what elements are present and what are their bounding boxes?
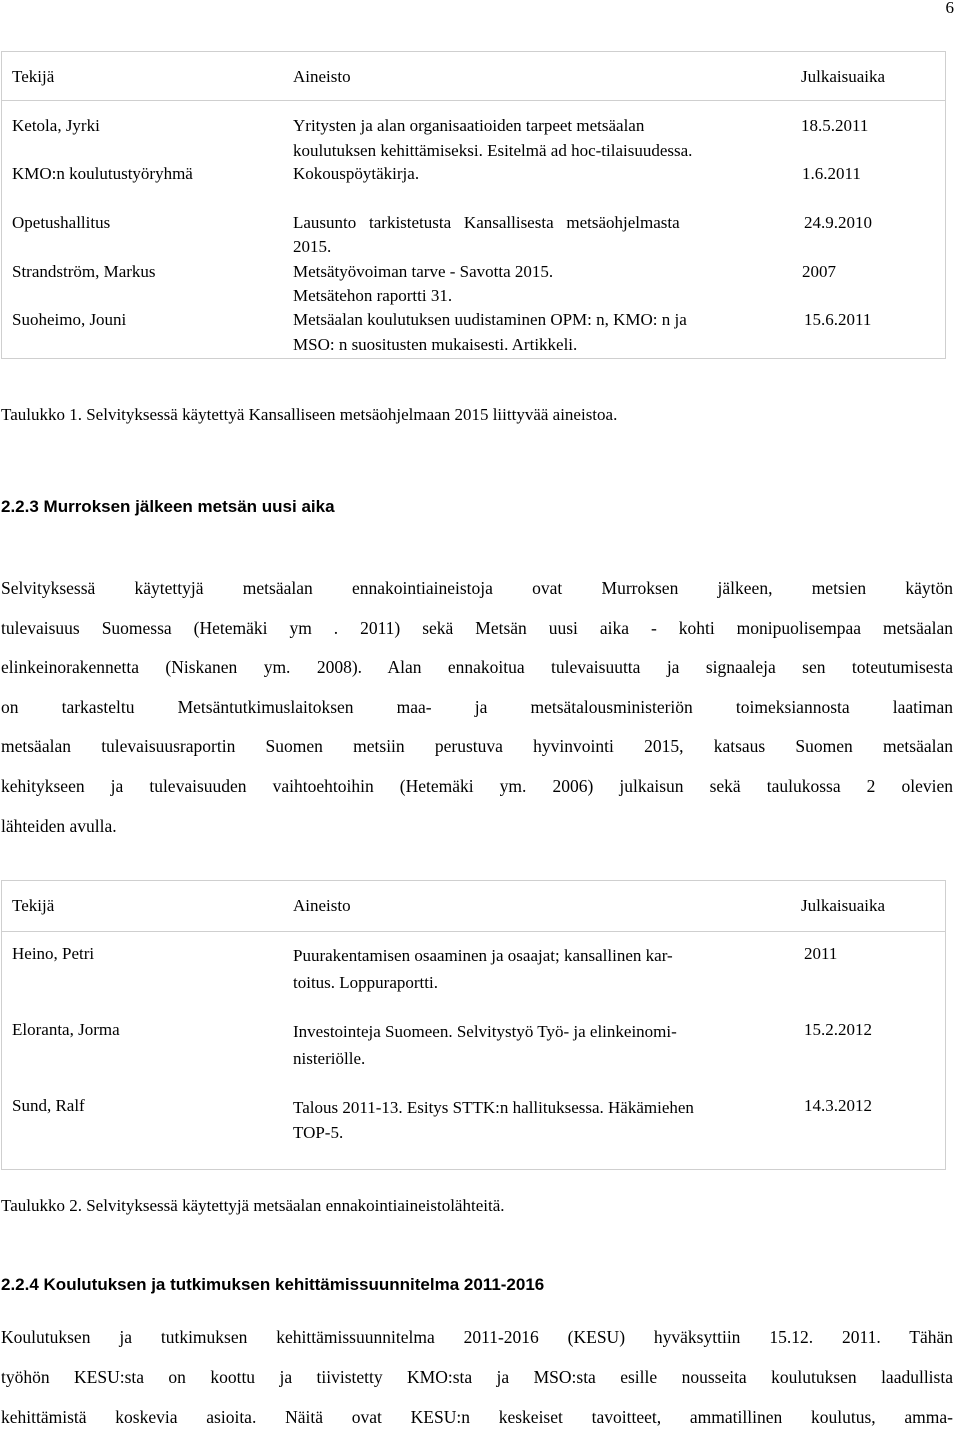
header-date: Julkaisuaika	[801, 67, 886, 86]
header-author: Tekijä	[12, 896, 55, 915]
row-date: 14.3.2012	[804, 1096, 872, 1115]
table-1-caption: Taulukko 1. Selvityksessä käytettyä Kansalliseen metsäohjelmaan 2015 liittyvää aineistoa.	[1, 405, 618, 424]
row-author: Suoheimo, Jouni	[12, 310, 127, 329]
table-2	[1, 880, 946, 1170]
row-material-line1: Metsäalan koulutuksen uudistaminen OPM: n, KMO: n ja	[293, 310, 687, 329]
paragraph-line: kehittämistä koskevia asioita. Näitä ovat KESU:n keskeiset tavoitteet, ammatillinen koulutus, amma-	[1, 1407, 953, 1427]
row-date: 24.9.2010	[804, 213, 872, 232]
section-heading-2-2-3: 2.2.3 Murroksen jälkeen metsän uusi aika	[1, 497, 335, 516]
row-material-line1: Metsätyövoiman tarve - Savotta 2015.	[293, 262, 554, 281]
paragraph-line: elinkeinorakennetta (Niskanen ym. 2008). Alan ennakoitua tulevaisuutta ja signaaleja sen toteutumisesta	[1, 657, 953, 678]
row-material-line1: Lausunto tarkistetusta Kansallisesta metsäohjelmasta	[293, 213, 680, 232]
paragraph-line: tulevaisuus Suomessa (Hetemäki ym . 2011) sekä Metsän uusi aika - kohti monipuolisempaa metsäalan	[1, 617, 953, 638]
row-date: 1.6.2011	[802, 164, 861, 183]
row-author: Sund, Ralf	[12, 1096, 85, 1115]
table-header	[2, 881, 945, 932]
row-material-line2: TOP-5.	[293, 1123, 344, 1142]
section-paragraph-2-2-3	[1, 569, 953, 846]
row-date: 2011	[804, 944, 838, 963]
row-material-line1: Puurakentamisen osaaminen ja osaajat; kansallinen kar-	[293, 946, 673, 965]
paragraph-line: työhön KESU:sta on koottu ja tiivistetty KMO:sta ja MSO:sta esille nousseita koulutuksen laadullista	[1, 1367, 953, 1387]
row-date: 18.5.2011	[801, 116, 869, 135]
row-author: Opetushallitus	[12, 213, 111, 232]
row-author: Strandström, Markus	[12, 262, 156, 281]
row-material-line2: MSO: n suositusten mukaisesti. Artikkeli.	[293, 335, 578, 354]
row-date: 15.6.2011	[804, 310, 872, 329]
row-author: KMO:n koulutustyöryhmä	[12, 164, 193, 183]
table-1	[1, 51, 946, 359]
header-material: Aineisto	[293, 67, 351, 86]
row-material-line1: Kokouspöytäkirja.	[293, 164, 420, 183]
row-author: Heino, Petri	[12, 944, 95, 963]
table-header	[2, 52, 945, 101]
row-date: 2007	[802, 262, 836, 281]
paragraph-line: metsäalan tulevaisuusraportin Suomen metsiin perustuva hyvinvointi 2015, katsaus Suomen metsäalan	[1, 736, 953, 757]
row-material-line2: 2015.	[293, 237, 332, 256]
row-author: Eloranta, Jorma	[12, 1020, 120, 1039]
row-material-line2: koulutuksen kehittämiseksi. Esitelmä ad hoc-tilaisuudessa.	[293, 141, 693, 160]
row-material-line1: Talous 2011-13. Esitys STTK:n hallituksessa. Häkämiehen	[293, 1098, 694, 1117]
row-material-line1: Yritysten ja alan organisaatioiden tarpeet metsäalan	[293, 116, 645, 135]
paragraph-line: kehitykseen ja tulevaisuuden vaihtoehtoihin (Hetemäki ym. 2006) julkaisun sekä taulukossa 2 olevien	[1, 775, 953, 796]
row-author: Ketola, Jyrki	[12, 116, 100, 135]
paragraph-line: Koulutuksen ja tutkimuksen kehittämissuunnitelma 2011-2016 (KESU) hyväksyttiin 15.12. 2011. Tähän	[1, 1327, 953, 1347]
header-date: Julkaisuaika	[801, 896, 886, 915]
page-number: 6	[945, 0, 954, 17]
table-2-caption: Taulukko 2. Selvityksessä käytettyjä metsäalan ennakointiaineistolähteitä.	[1, 1196, 505, 1215]
paragraph-line: lähteiden avulla.	[1, 815, 117, 836]
paragraph-line: on tarkasteltu Metsäntutkimuslaitoksen maa- ja metsätalousministeriön toimeksiannosta laatiman	[1, 696, 953, 717]
section-paragraph-2-2-4	[1, 1317, 953, 1437]
header-author: Tekijä	[12, 67, 55, 86]
header-material: Aineisto	[293, 896, 351, 915]
row-material-line1: Investointeja Suomeen. Selvitystyö Työ- ja elinkeinomi-	[293, 1022, 677, 1041]
paragraph-line: Selvityksessä käytettyjä metsäalan ennakointiaineistoja ovat Murroksen jälkeen, metsien käytön	[1, 578, 953, 598]
section-heading-2-2-4: 2.2.4 Koulutuksen ja tutkimuksen kehittämissuunnitelma 2011-2016	[1, 1275, 545, 1294]
row-material-line2: Metsätehon raportti 31.	[293, 286, 453, 305]
row-date: 15.2.2012	[804, 1020, 872, 1039]
row-material-line2: toitus. Loppuraportti.	[293, 973, 438, 992]
row-material-line2: nisteriölle.	[293, 1049, 366, 1068]
